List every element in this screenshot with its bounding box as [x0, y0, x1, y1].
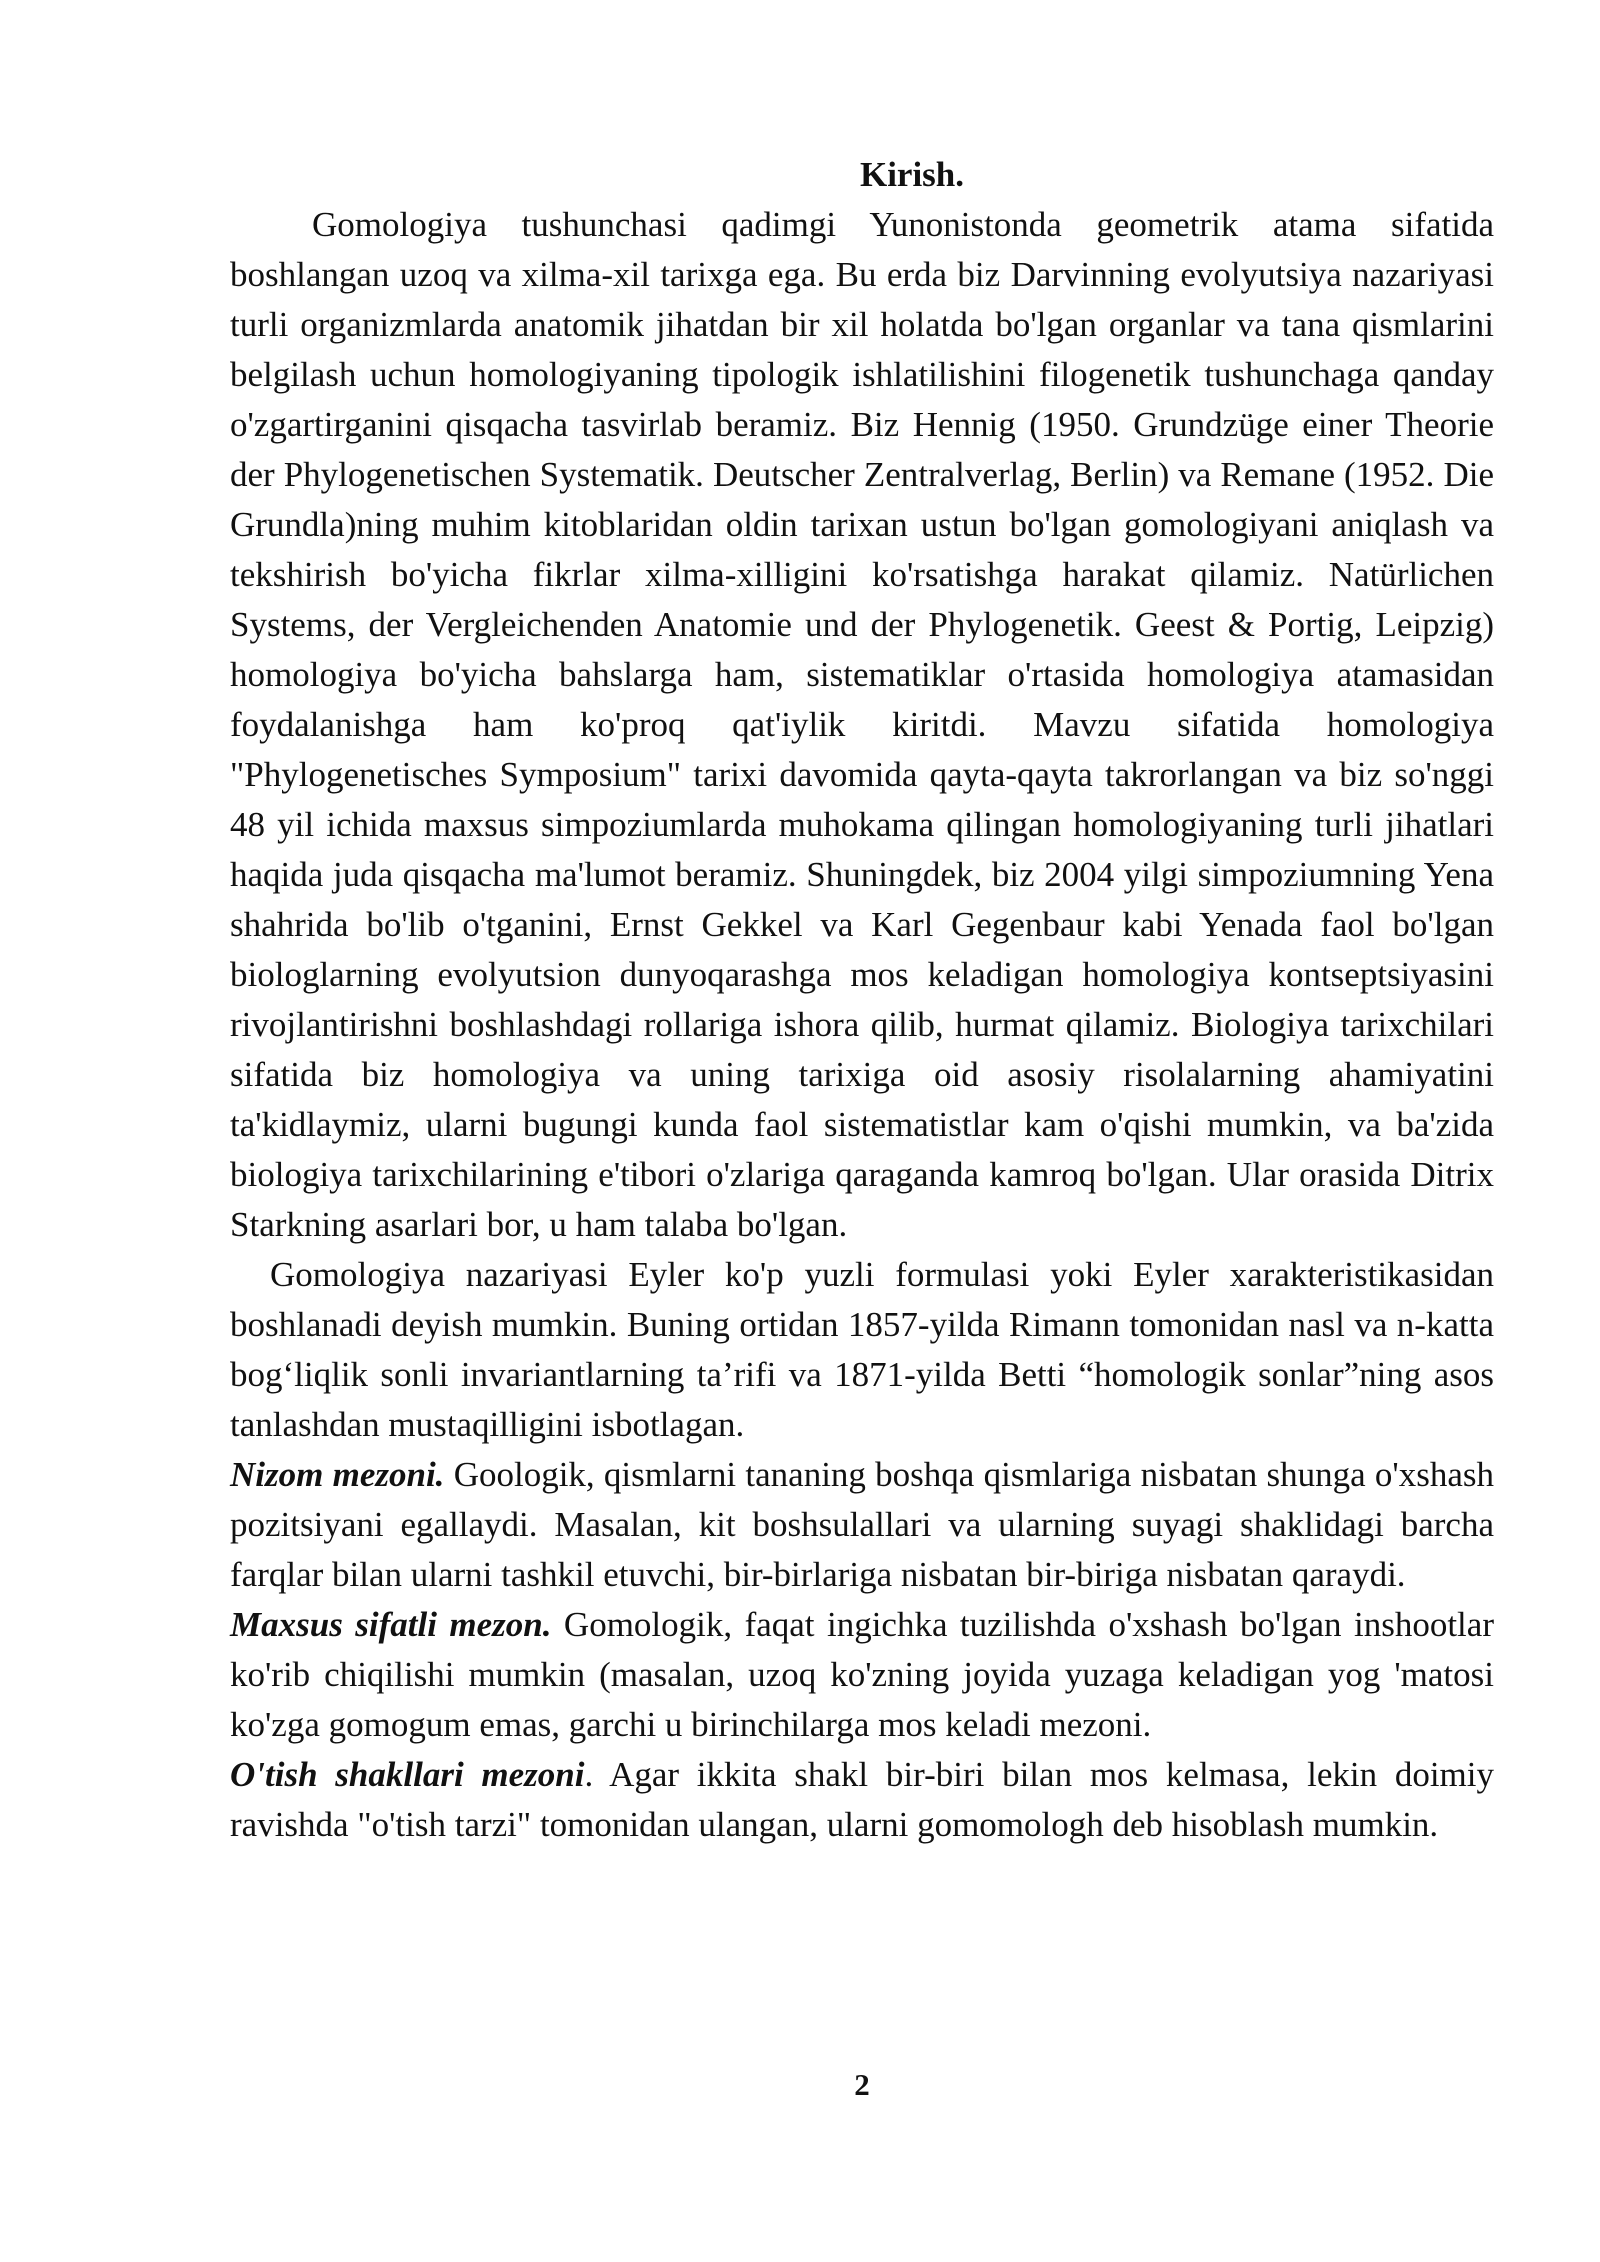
paragraph-text: . Agar ikkita shakl bir-biri bilan mos kelmasa, lekin doimiy ravishda "o'tish tarzi" tomonidan ulangan, ularni gomomologh deb hisoblash mumkin. [230, 1755, 1495, 1844]
paragraph-text: Gomologiya nazariyasi Eyler ko'p yuzli formulasi yoki Eyler xarakteristikasidan boshlanadi deyish mumkin. Buning ortidan 1857-yilda Rimann tomonidan nasl va n-katta bog‘liqlik sonli invariantlarning ta’rifi va 1871-yilda Betti “homologik sonlar”ning asos tanlashdan mustaqilligini isbotlagan. [230, 1255, 1494, 1444]
paragraph-transition-criterion [230, 1750, 1494, 1850]
paragraph-quality-criterion [230, 1600, 1494, 1750]
page-number: 2 [854, 2067, 870, 2102]
paragraph-text: Gomologiya tushunchasi qadimgi Yunonistonda geometrik atama sifatida boshlangan uzoq va xilma-xil tarixga ega. Bu erda biz Darvinning evolyutsiya nazariyasi turli organizmlarda anatomik jihatdan bir xil holatda bo'lgan organlar va tana qismlarini belgilash uchun homologiyaning tipologik ishlatilishini filogenetik tushunchaga qanday o'zgartirganini qisqacha tasvirlab beramiz. Biz Hennig (1950. Grundzüge einer Theorie der Phylogenetischen Systematik. Deutscher Zentralverlag, Berlin) va Remane (1952. Die Grundla)ning muhim kitoblaridan oldin tarixan ustun bo'lgan gomologiyani aniqlash va tekshirish bo'yicha fikrlar xilma-xilligini ko'rsatishga harakat qilamiz. Natürlichen Systems, der Vergleichenden Anatomie und der Phylogenetik. Geest & Portig, Leipzig) homologiya bo'yicha bahslarga ham, sistematiklar o'rtasida homologiya atamasidan foydalanishga ham ko'proq qat'iylik kiritdi. Mavzu sifatida homologiya "Phylogenetisches Symposium" tarixi davomida qayta-qayta takrorlangan va biz so'nggi 48 yil ichida maxsus simpoziumlarda muhokama qilingan homologiyaning turli jihatlari haqida juda qisqacha ma'lumot beramiz. Shuningdek, biz 2004 yilgi simpoziumning Yena shahrida bo'lib o'tganini, Ernst Gekkel va Karl Gegenbaur kabi Yenada faol bo'lgan biologlarning evolyutsion dunyoqarashga mos keladigan homologiya kontseptsiyasini rivojlantirishni boshlashdagi rollariga ishora qilib, hurmat qilamiz. Biologiya tarixchilari sifatida biz homologiya va uning tarixiga oid asosiy risolalarning ahamiyatini ta'kidlaymiz, ularni bugungi kunda faol sistematistlar kam o'qishi mumkin, va ba'zida biologiya tarixchilarining e'tibori o'zlariga qaraganda kamroq bo'lgan. Ular orasida Ditrix Starkning asarlari bor, u ham talaba bo'lgan. [230, 205, 1494, 1244]
paragraph-intro [230, 200, 1494, 1250]
page-title: Kirish. [859, 155, 965, 194]
paragraph-text: Gomologik, faqat ingichka tuzilishda o'xshash bo'lgan inshootlar ko'rib chiqilishi mumkin (masalan, uzoq ko'zning joyida yuzaga keladigan yog 'matosi ko'zga gomogum emas, garchi u birinchilarga mos keladi mezoni. [230, 1605, 1494, 1744]
criterion-heading: Nizom mezoni. [230, 1455, 445, 1494]
paragraph-text: Goologik, qismlarni tananing boshqa qismlariga nisbatan shunga o'xshash pozitsiyani egallaydi. Masalan, kit boshsulallari va ularning suyagi shaklidagi barcha farqlar bilan ularni tashkil etuvchi, bir-birlariga nisbatan bir-biriga nisbatan qaraydi. [230, 1455, 1494, 1594]
paragraph-homology-theory [230, 1250, 1494, 1450]
criterion-heading: Maxsus sifatli mezon. [230, 1605, 552, 1644]
criterion-heading: O'tish shakllari mezoni [230, 1755, 585, 1794]
document-body [230, 150, 1494, 1850]
paragraph-position-criterion [230, 1450, 1494, 1600]
